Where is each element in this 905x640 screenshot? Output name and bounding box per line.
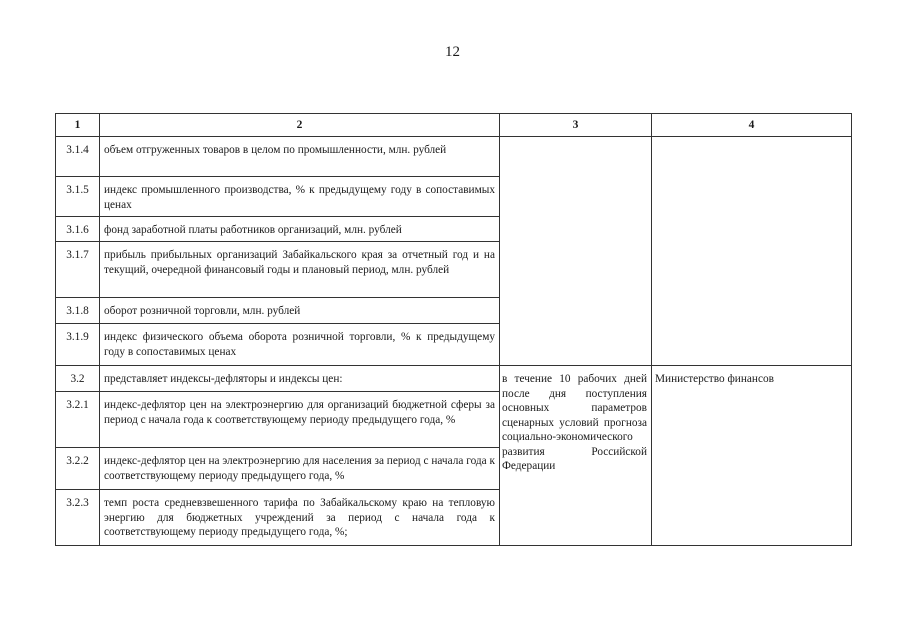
page-number: 12 xyxy=(445,44,460,60)
row-number: 3.1.5 xyxy=(56,177,100,217)
row-text: темп роста средневзвешенного тарифа по Забайкальскому краю на тепловую энергию для бюджетных учреждений за период с начала года к соответствующему периоду предыдущего года, %; xyxy=(100,490,500,546)
main-table xyxy=(55,113,852,546)
row-number: 3.2.3 xyxy=(56,490,100,546)
header-col-2: 2 xyxy=(100,114,500,137)
group1-responsible-cell xyxy=(652,137,852,366)
row-text: фонд заработной платы работников организаций, млн. рублей xyxy=(100,217,500,242)
table-header-row xyxy=(56,114,852,137)
row-number: 3.1.8 xyxy=(56,298,100,324)
row-number: 3.1.7 xyxy=(56,242,100,298)
group2-responsible-cell: Министерство финансов xyxy=(652,366,852,546)
header-col-4: 4 xyxy=(652,114,852,137)
row-number: 3.1.6 xyxy=(56,217,100,242)
group1-deadline-cell xyxy=(500,137,652,366)
row-text: индекс-дефлятор цен на электроэнергию для организаций бюджетной сферы за период с начала года к соответствующему периоду предыдущего года, % xyxy=(100,392,500,448)
row-text: прибыль прибыльных организаций Забайкальского края за отчетный год и на текущий, очередной финансовый годы и плановый период, млн. рублей xyxy=(100,242,500,298)
row-text: индекс-дефлятор цен на электроэнергию для населения за период с начала года к соответствующему периоду предыдущего года, % xyxy=(100,448,500,490)
row-text: индекс промышленного производства, % к предыдущему году в сопоставимых ценах xyxy=(100,177,500,217)
row-number: 3.1.9 xyxy=(56,324,100,366)
row-text: объем отгруженных товаров в целом по промышленности, млн. рублей xyxy=(100,137,500,177)
row-text: индекс физического объема оборота розничной торговли, % к предыдущему году в сопоставимых ценах xyxy=(100,324,500,366)
row-number: 3.2 xyxy=(56,366,100,392)
header-col-1: 1 xyxy=(56,114,100,137)
table-row xyxy=(56,366,852,392)
table-row xyxy=(56,137,852,177)
row-text: представляет индексы-дефляторы и индексы цен: xyxy=(100,366,500,392)
row-number: 3.2.1 xyxy=(56,392,100,448)
row-number: 3.1.4 xyxy=(56,137,100,177)
group2-deadline-cell: в течение 10 рабочих дней после дня поступления основных параметров сценарных условий прогноза социально-экономического развития Российской Федерации xyxy=(500,366,652,546)
row-number: 3.2.2 xyxy=(56,448,100,490)
header-col-3: 3 xyxy=(500,114,652,137)
row-text: оборот розничной торговли, млн. рублей xyxy=(100,298,500,324)
